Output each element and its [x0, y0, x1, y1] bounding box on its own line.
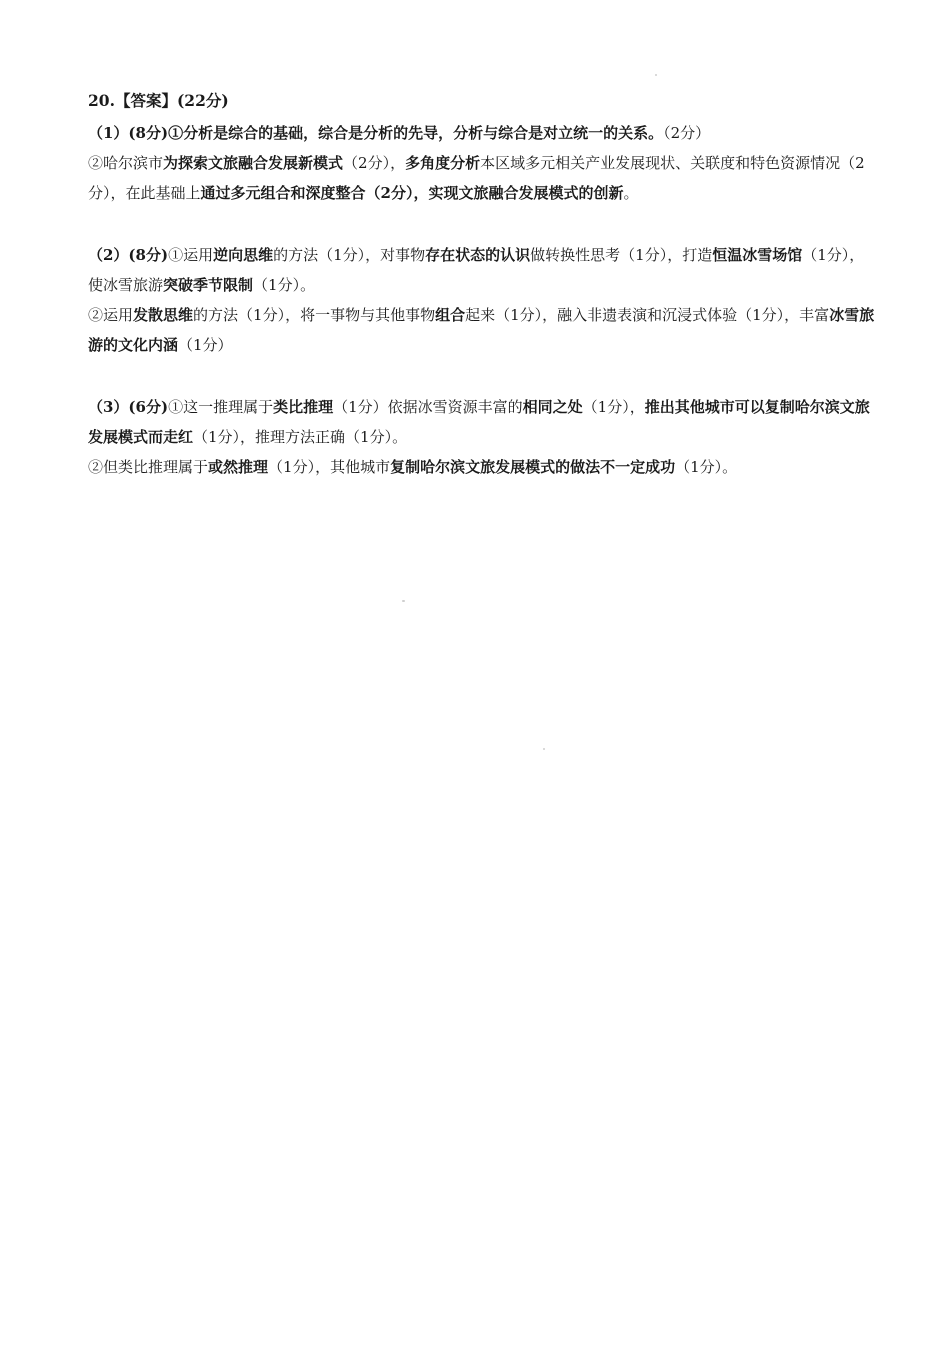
- key-point-text: 复制哈尔滨文旅发展模式的做法不一定成功: [390, 458, 676, 476]
- key-point-text: 存在状态的认识: [425, 246, 531, 264]
- answer-text: 本区域多元相关产业发展现状、关联度和特色资源情况（2分），在此基础上: [88, 154, 865, 202]
- answer-paragraph: [88, 392, 878, 452]
- answer-sheet: [88, 88, 878, 482]
- answer-text: （1分）: [178, 336, 233, 354]
- answer-text: ①这一推理属于: [168, 398, 274, 416]
- key-point-text: 组合: [435, 306, 466, 324]
- answer-text: ②但类比推理属于: [88, 458, 209, 476]
- key-point-text: （2）(8分): [88, 246, 169, 264]
- answer-text: （2分）: [663, 124, 711, 142]
- key-point-text: （3）(6分): [88, 398, 169, 416]
- answer-paragraph: [88, 452, 878, 482]
- scan-speck: [543, 748, 545, 750]
- answer-text: 做转换性思考（1分），打造: [530, 246, 713, 264]
- scan-speck: [402, 600, 405, 602]
- key-point-text: 为探索文旅融合发展新模式: [163, 154, 344, 172]
- key-point-text: 推出其他城市可以复制哈尔滨文旅发展模式而走红: [88, 398, 870, 446]
- answer-text: ②哈尔滨市: [88, 154, 164, 172]
- answer-text: 的方法（1分），将一事物与其他事物: [193, 306, 436, 324]
- answer-text: （1分），: [582, 398, 645, 416]
- answer-text: （1分），使冰雪旅游: [88, 246, 865, 294]
- key-point-text: 通过多元组合和深度整合（2分），实现文旅融合发展模式的创新: [200, 184, 624, 202]
- question-header: 20.【答案】(22分): [88, 91, 229, 110]
- key-point-text: 冰雪旅游的文化内涵: [88, 306, 875, 354]
- answer-text: 起来（1分），融入非遗表演和沉浸式体验（1分），丰富: [465, 306, 830, 324]
- answer-text: （1分），其他城市: [268, 458, 391, 476]
- key-point-text: 类比推理: [273, 398, 334, 416]
- answer-paragraph: [88, 300, 878, 360]
- answer-paragraph: [88, 148, 878, 208]
- key-point-text: 发散思维: [133, 306, 194, 324]
- key-point-text: 恒温冰雪场馆: [712, 246, 803, 264]
- key-point-text: 突破季节限制: [163, 276, 254, 294]
- answer-paragraph: [88, 118, 878, 148]
- answer-section-3: [88, 392, 878, 482]
- key-point-text: 多角度分析: [405, 154, 481, 172]
- answer-text: （1分），推理方法正确（1分）。: [193, 428, 408, 446]
- answer-text: ①运用: [168, 246, 214, 264]
- answer-text: 。: [623, 184, 639, 202]
- scan-speck: [655, 74, 657, 76]
- answer-section-2: [88, 240, 878, 360]
- answer-text: （1分）依据冰雪资源丰富的: [333, 398, 523, 416]
- key-point-text: 相同之处: [522, 398, 583, 416]
- answer-sections: [88, 118, 878, 482]
- key-point-text: 逆向思维: [213, 246, 274, 264]
- key-point-text: （1）(8分)①分析是综合的基础，综合是分析的先导，分析与综合是对立统一的关系。: [88, 124, 664, 142]
- key-point-text: 或然推理: [208, 458, 269, 476]
- answer-section-1: [88, 118, 878, 208]
- answer-text: 的方法（1分），对事物: [273, 246, 426, 264]
- answer-text: （1分）。: [675, 458, 738, 476]
- answer-paragraph: [88, 240, 878, 300]
- answer-text: （1分）。: [253, 276, 316, 294]
- answer-text: ②运用: [88, 306, 134, 324]
- answer-text: （2分），: [343, 154, 406, 172]
